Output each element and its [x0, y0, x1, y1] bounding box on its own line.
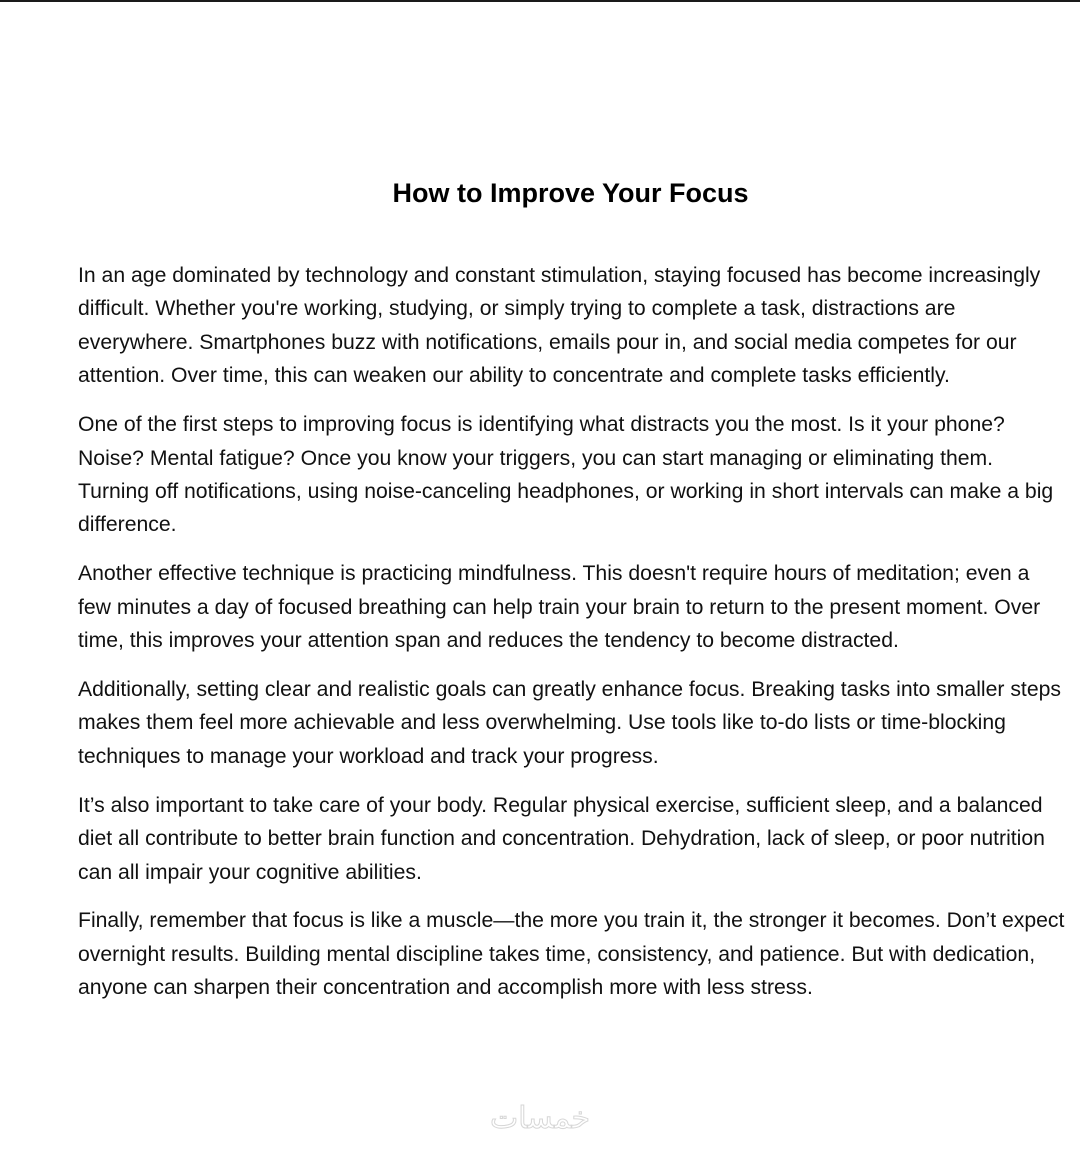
- paragraph-1: In an age dominated by technology and constant stimulation, staying focused has become increasingly difficult. Whether you're working, studying, or simply trying to complete a task, distractions are everywhere. Smartphones buzz with notifications, emails pour in, and social media competes for our attention. Over time, this can weaken our ability to concentrate and complete tasks efficiently.: [78, 264, 1041, 388]
- top-border-line: [0, 0, 1080, 2]
- paragraph-4: Additionally, setting clear and realistic goals can greatly enhance focus. Breaking tasks into smaller steps makes them feel more achievable and less overwhelming. Use tools like to-do lists or time-blocking techniques to manage your workload and track your progress.: [78, 677, 1061, 768]
- document-body: [78, 259, 1068, 1020]
- watermark-logo: [470, 1098, 610, 1138]
- document-title: How to Improve Your Focus: [392, 178, 749, 209]
- paragraph-6: Finally, remember that focus is like a muscle—the more you train it, the stronger it becomes. Don’t expect overnight results. Building mental discipline takes time, consistency, and patience. But with dedication, anyone can sharpen their concentration and accomplish more with less stress.: [78, 909, 1065, 1000]
- paragraph-5: It’s also important to take care of your body. Regular physical exercise, sufficient sleep, and a balanced diet all contribute to better brain function and concentration. Dehydration, lack of sleep, or poor nutrition can all impair your cognitive abilities.: [78, 793, 1045, 884]
- paragraph-3: Another effective technique is practicing mindfulness. This doesn't require hours of meditation; even a few minutes a day of focused breathing can help train your brain to return to the present moment. Over time, this improves your attention span and reduces the tendency to become distracted.: [78, 562, 1041, 653]
- watermark-text: خمسات: [489, 1100, 591, 1136]
- paragraph-2: One of the first steps to improving focus is identifying what distracts you the most. Is it your phone? Noise? Mental fatigue? Once you know your triggers, you can start managing or eliminating them. Turning off notifications, using noise-canceling headphones, or working in short intervals can make a big difference.: [78, 413, 1054, 537]
